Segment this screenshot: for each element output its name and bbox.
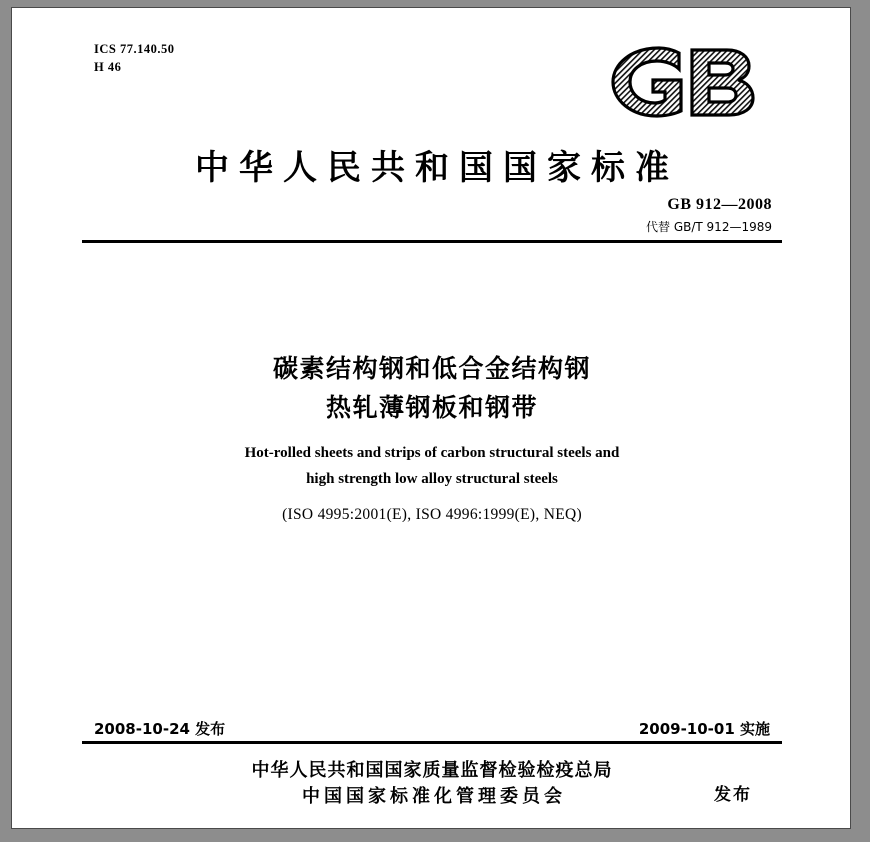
document-title-english-line1: Hot-rolled sheets and strips of carbon structural steels and — [244, 445, 620, 461]
iso-equivalence-note: (ISO 4995:2001(E), ISO 4996:1999(E), NEQ) — [282, 506, 582, 522]
standard-replaces: 代替 GB/T 912—1989 — [646, 220, 772, 234]
publish-label: 发布 — [714, 785, 752, 805]
publisher-line-1: 中华人民共和国国家质量监督检验检疫总局 — [251, 760, 613, 781]
document-title-line2: 热轧薄钢板和钢带 — [325, 393, 538, 422]
document-title-english-line2: high strength low alloy structural steels — [306, 471, 558, 488]
page-title: 中华人民共和国国家标准 — [195, 148, 679, 188]
document-title-line1: 碳素结构钢和低合金结构钢 — [272, 354, 591, 383]
publisher-block — [82, 758, 782, 810]
publisher-line-2: 中国国家标准化管理委员会 — [302, 786, 566, 808]
page-content-area — [82, 28, 782, 808]
document-title-english — [82, 440, 782, 493]
divider-top — [82, 240, 782, 243]
standard-number: GB 912—2008 — [667, 196, 772, 213]
divider-bottom — [82, 741, 782, 744]
standard-cover-page — [12, 8, 850, 828]
ccs-code: H 46 — [94, 60, 122, 75]
ics-classification-block — [94, 40, 174, 76]
implementation-date: 2009-10-01 实施 — [638, 720, 770, 738]
ics-code: ICS 77.140.50 — [94, 42, 175, 56]
issue-date: 2008-10-24 发布 — [94, 720, 226, 738]
gb-logo-icon — [597, 38, 772, 123]
